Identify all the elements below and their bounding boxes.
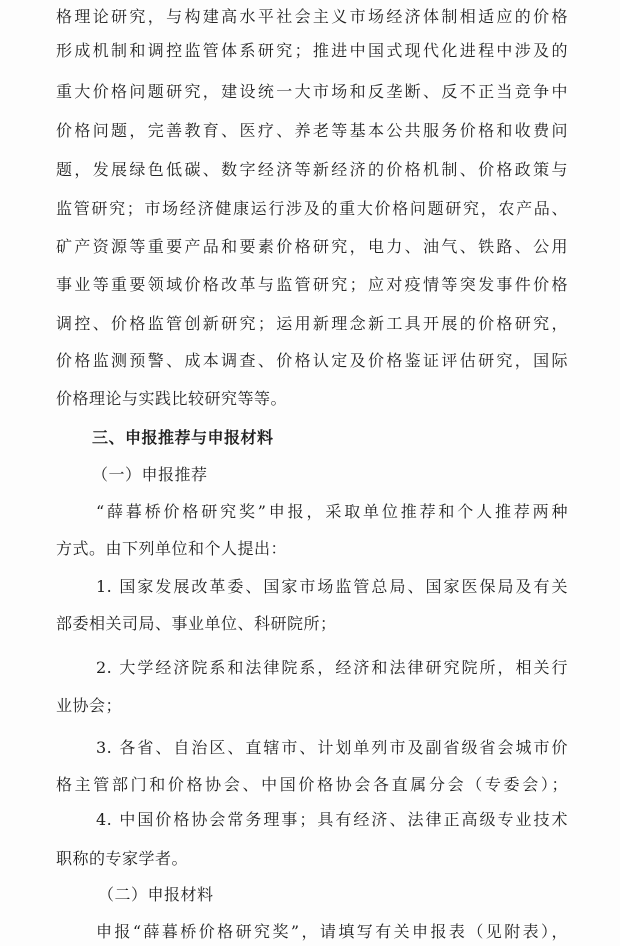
body-text-line: 矿产资源等重要产品和要素价格研究，电力、油气、铁路、公用 (56, 237, 568, 256)
list-item-line: 业协会； (56, 696, 123, 715)
list-item-line: 格主管部门和价格协会、中国价格协会各直属分会（专委会）； (56, 775, 568, 794)
body-text-line: 格理论研究，与构建高水平社会主义市场经济体制相适应的价格 (56, 7, 568, 26)
body-text-line: 调控、价格监管创新研究；运用新理念新工具开展的价格研究， (56, 314, 568, 333)
body-text-line: 价格问题，完善教育、医疗、养老等基本公共服务价格和收费问 (56, 121, 568, 140)
body-text-line: 方式。由下列单位和个人提出： (56, 539, 288, 558)
list-item-line: 2. 大学经济院系和法律院系，经济和法律研究院所，相关行 (96, 658, 568, 677)
list-item-line: 3. 各省、自治区、直辖市、计划单列市及副省级省会城市价 (96, 738, 568, 757)
list-item-line: 部委相关司局、事业单位、科研院所； (56, 614, 337, 633)
subsection-heading: （一）申报推荐 (92, 465, 208, 484)
list-item-line: 1. 国家发展改革委、国家市场监管总局、国家医保局及有关 (96, 577, 568, 596)
list-item-line: 4. 中国价格协会常务理事；具有经济、法律正高级专业技术 (96, 810, 568, 829)
body-text-line: 重大价格问题研究，建设统一大市场和反垄断、反不正当竞争中 (56, 82, 568, 101)
body-text-line: 价格监测预警、成本调查、价格认定及价格鉴证评估研究，国际 (56, 351, 568, 370)
body-text-line: 事业等重要领域价格改革与监管研究；应对疫情等突发事件价格 (56, 275, 568, 294)
body-text-line: 申报“薛暮桥价格研究奖”，请填写有关申报表（见附表）， (96, 922, 568, 941)
body-text-line: 监管研究；市场经济健康运行涉及的重大价格问题研究，农产品、 (56, 199, 568, 218)
body-text-line: 形成机制和调控监管体系研究；推进中国式现代化进程中涉及的 (56, 41, 568, 60)
body-text-line: 价格理论与实践比较研究等等。 (56, 389, 288, 408)
body-text-line: “薛暮桥价格研究奖”申报，采取单位推荐和个人推荐两种 (96, 502, 568, 521)
section-heading: 三、申报推荐与申报材料 (92, 428, 274, 447)
list-item-line: 职称的专家学者。 (56, 849, 189, 868)
body-text-line: 题，发展绿色低碳、数字经济等新经济的价格机制、价格政策与 (56, 160, 568, 179)
subsection-heading: （二）申报材料 (98, 885, 214, 904)
